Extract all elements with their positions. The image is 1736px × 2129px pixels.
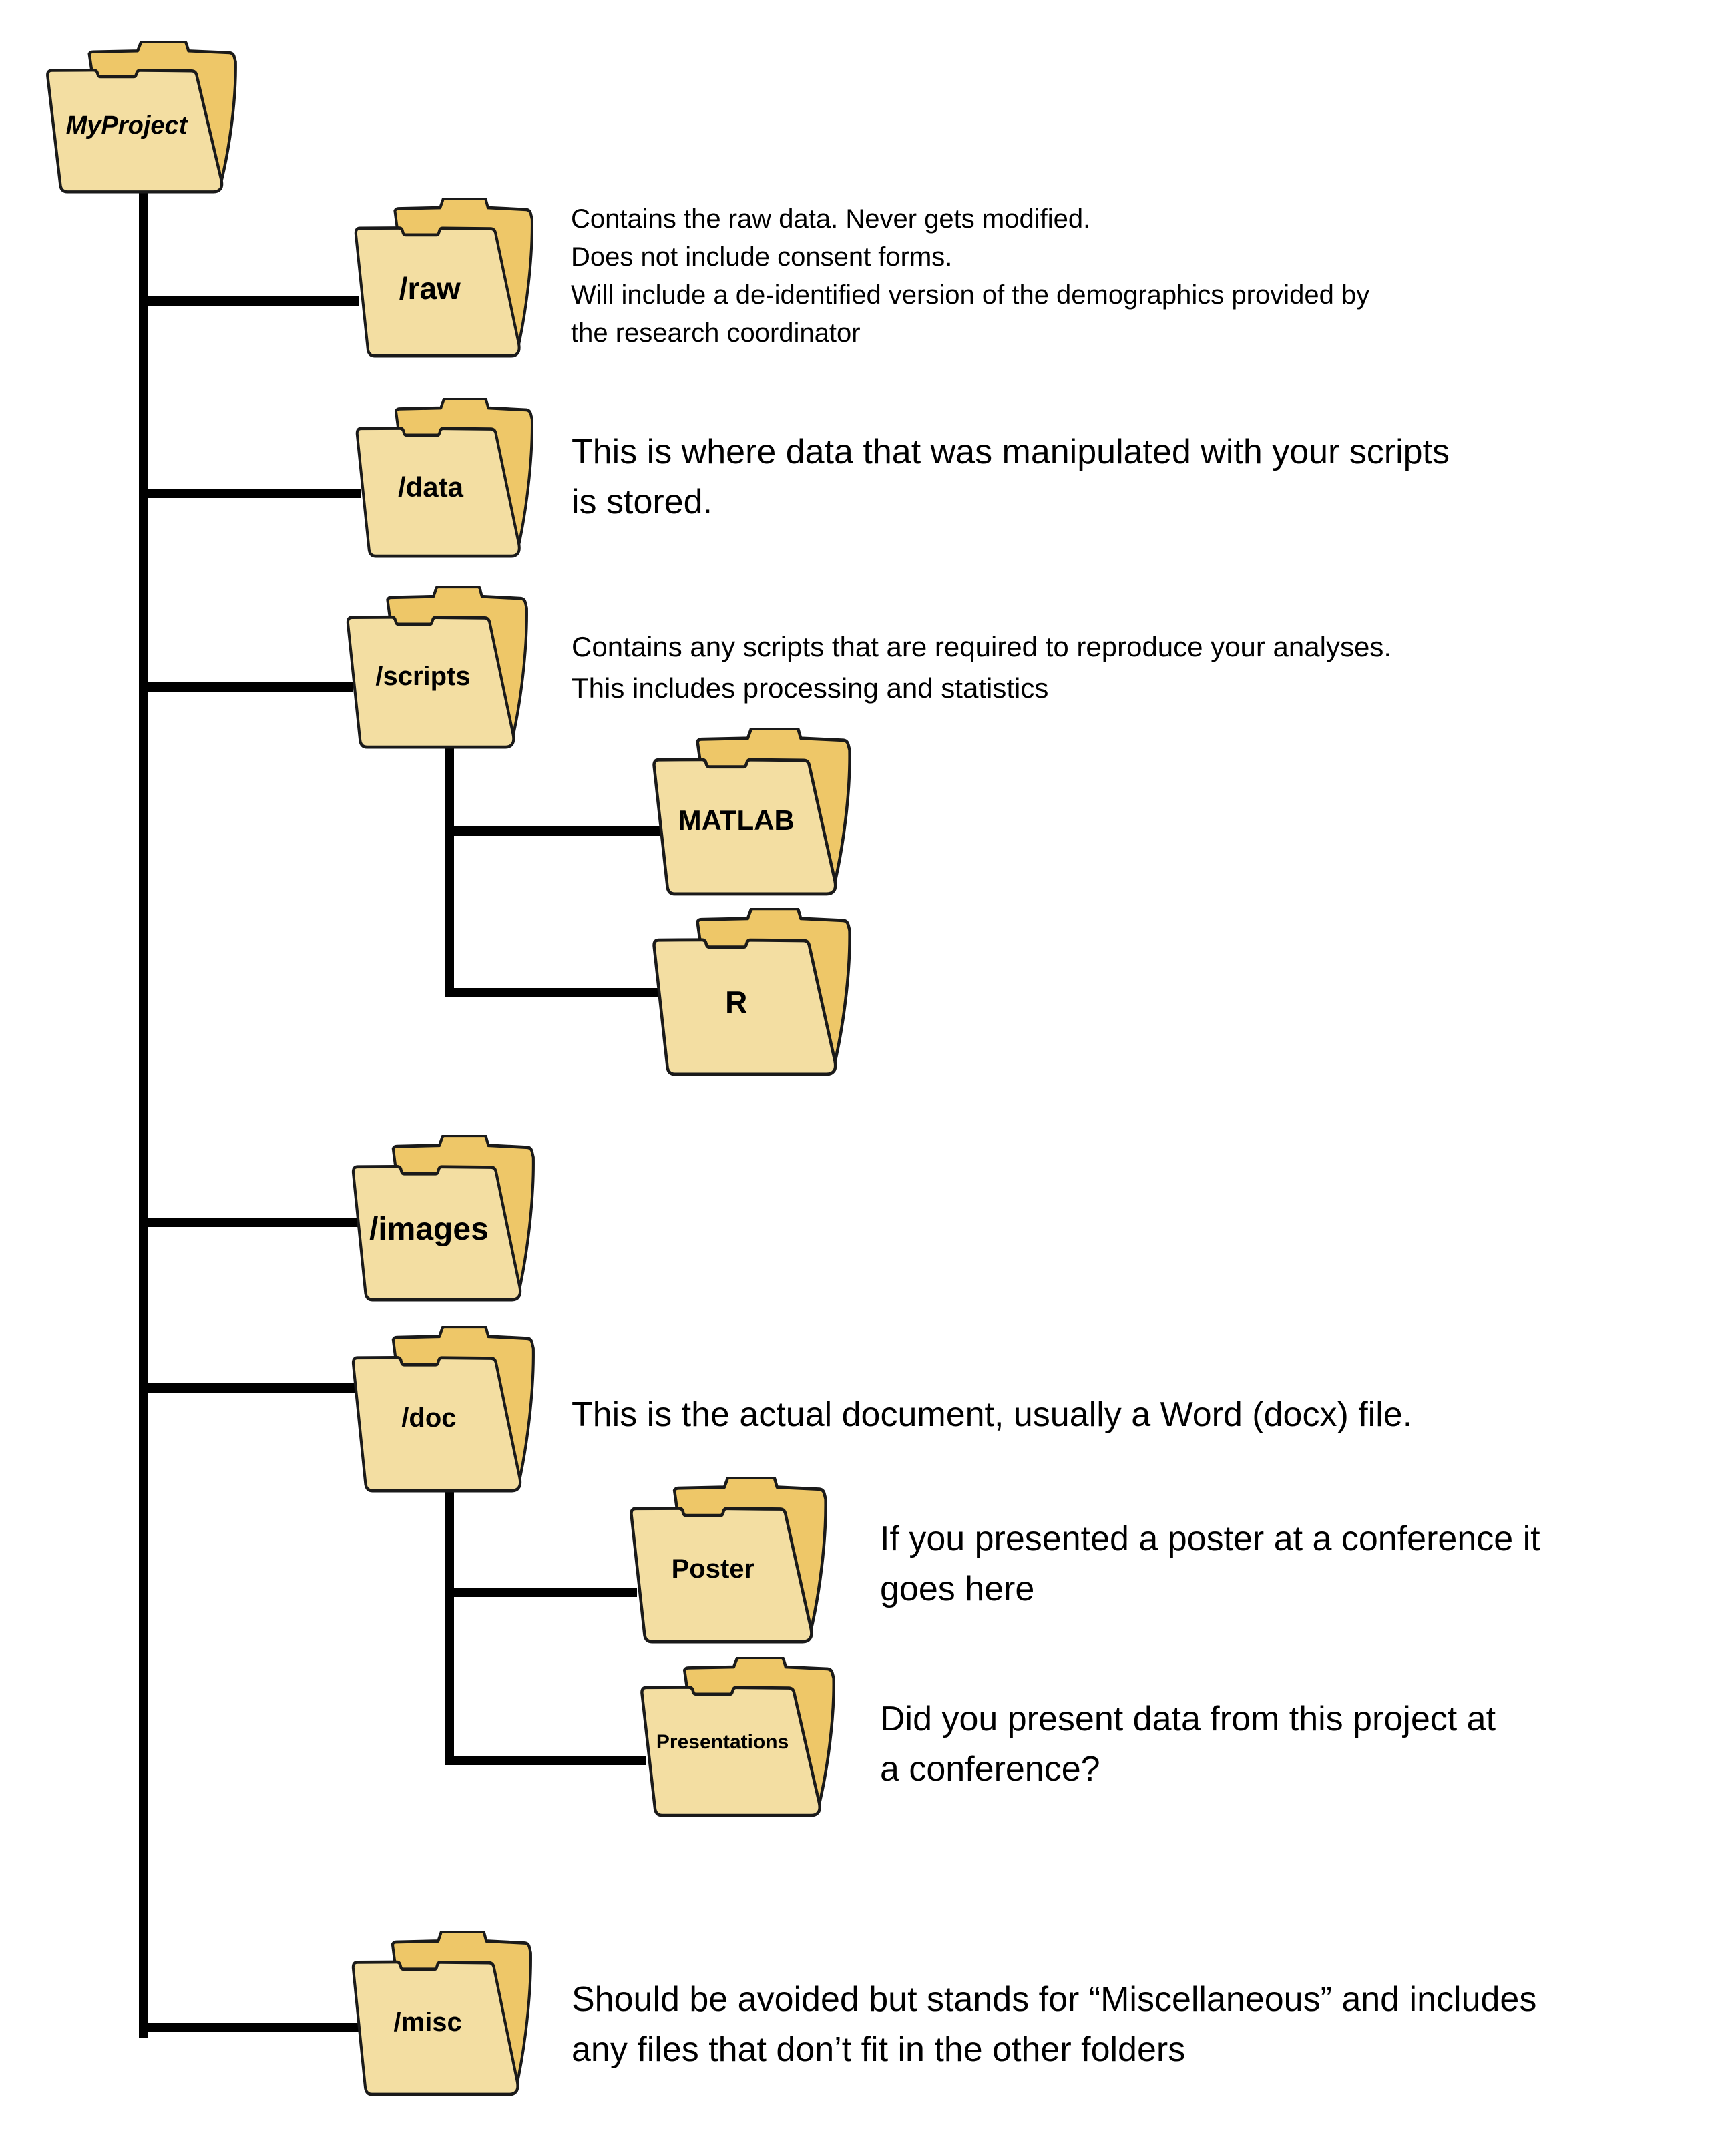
- folder-doc-label: /doc: [401, 1403, 457, 1433]
- annotation-scripts: [572, 626, 1391, 709]
- folder-raw: [351, 198, 534, 358]
- annotation-scripts-line1: Contains any scripts that are required to reproduce your analyses.: [572, 631, 1391, 662]
- folder-raw-label: /raw: [399, 270, 461, 306]
- folder-r-label: R: [725, 985, 748, 1020]
- annotation-data: [572, 427, 1450, 527]
- folder-images-label: /images: [369, 1211, 489, 1247]
- annotation-poster-line1: If you presented a poster at a conference it: [880, 1519, 1540, 1558]
- folder-presentations-label: Presentations: [656, 1730, 789, 1753]
- folder-r: [649, 908, 852, 1076]
- annotation-raw-line3: Will include a de-identified version of the demographics provided by: [571, 280, 1370, 310]
- annotation-raw-line1: Contains the raw data. Never gets modified.: [571, 204, 1091, 234]
- annotation-poster: [880, 1514, 1540, 1614]
- folder-images: [349, 1135, 535, 1302]
- annotation-raw-line4: the research coordinator: [571, 318, 861, 348]
- folder-presentations: [637, 1657, 836, 1817]
- annotation-doc-line1: This is the actual document, usually a Word (docx) file.: [572, 1395, 1413, 1434]
- folder-myproject-label: MyProject: [65, 111, 188, 140]
- branch-line-doc: [139, 1383, 359, 1393]
- annotation-misc: [572, 1975, 1536, 2075]
- branch-line-scripts: [139, 682, 353, 692]
- folder-scripts: [343, 586, 529, 749]
- annotation-data-line2: is stored.: [572, 483, 712, 521]
- branch-line-raw: [139, 296, 359, 306]
- annotation-presentations-line2: a conference?: [880, 1750, 1100, 1789]
- branch-line-images: [139, 1218, 359, 1227]
- folder-data-label: /data: [397, 471, 463, 503]
- annotation-raw-line2: Does not include consent forms.: [571, 242, 953, 272]
- annotation-doc: [572, 1390, 1412, 1440]
- folder-doc: [349, 1326, 535, 1493]
- scripts-subtrunk-line: [445, 745, 454, 997]
- folder-myproject: [43, 41, 238, 194]
- doc-subtrunk-line: [445, 1489, 454, 1765]
- folder-misc-label: /misc: [393, 2007, 462, 2037]
- branch-line-matlab: [445, 826, 660, 836]
- folder-data: [353, 398, 534, 558]
- annotation-raw: [571, 200, 1369, 352]
- annotation-misc-line2: any files that don’t fit in the other folders: [572, 2030, 1186, 2069]
- annotation-scripts-line2: This includes processing and statistics: [572, 672, 1049, 704]
- branch-line-presentations: [445, 1756, 646, 1765]
- annotation-poster-line2: goes here: [880, 1570, 1035, 1608]
- branch-line-r: [445, 988, 660, 997]
- trunk-line: [139, 190, 148, 2038]
- annotation-presentations: [880, 1694, 1496, 1795]
- folder-scripts-label: /scripts: [375, 661, 471, 691]
- annotation-misc-line1: Should be avoided but stands for “Miscellaneous” and includes: [572, 1980, 1537, 2019]
- branch-line-poster: [445, 1588, 637, 1597]
- folder-poster: [626, 1477, 828, 1644]
- annotation-data-line1: This is where data that was manipulated with your scripts: [572, 433, 1450, 471]
- branch-line-data: [139, 489, 361, 498]
- branch-line-misc: [139, 2023, 359, 2032]
- annotation-presentations-line1: Did you present data from this project at: [880, 1700, 1496, 1738]
- folder-matlab-label: MATLAB: [678, 804, 795, 837]
- folder-misc: [349, 1931, 533, 2096]
- folder-poster-label: Poster: [671, 1554, 755, 1584]
- folder-matlab: [649, 728, 852, 896]
